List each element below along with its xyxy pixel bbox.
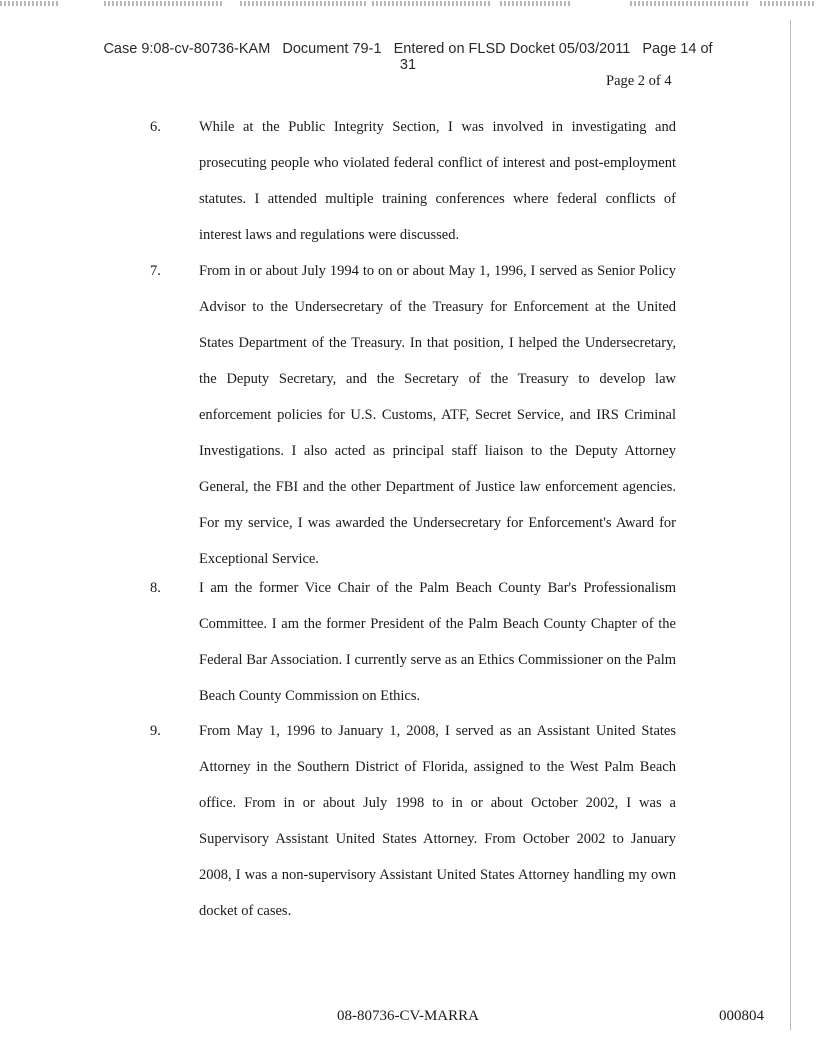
paragraph-number: 8. — [150, 580, 161, 596]
paragraph-text: From in or about July 1994 to on or about May 1, 1996, I served as Senior Policy Advisor to the Undersecretary of the Treasury for Enforcement at the United States Department of the Treasury. In that position, I helped the Undersecretary, the Deputy Secretary, and the Secretary of the Treasury to develop law enforcement policies for U.S. Customs, ATF, Secret Service, and IRS Criminal Investigations. I also acted as principal staff liaison to the Deputy Attorney General, the FBI and the other Department of Justice law enforcement agencies. For my service, I was awarded the Undersecretary for Enforcement's Award for Exceptional Service. — [199, 263, 676, 567]
paragraph-number: 6. — [150, 119, 161, 135]
footer-case-number: 08-80736-CV-MARRA — [337, 1008, 479, 1024]
docket-stamp — [0, 41, 816, 73]
docket-stamp-line2: 31 — [399, 57, 417, 73]
paragraph-text: While at the Public Integrity Section, I was involved in investigating and prosecuting people who violated federal conflict of interest and post-employment statutes. I attended multiple training conferences where federal conflicts of interest laws and regulations were discussed. — [199, 119, 676, 243]
page-number: Page 2 of 4 — [606, 73, 672, 89]
paragraph-text: From May 1, 1996 to January 1, 2008, I served as an Assistant United States Attorney in the Southern District of Florida, assigned to the West Palm Beach office. From in or about July 1998 to in or about October 2002, I was a Supervisory Assistant United States Attorney. From October 2002 to January 2008, I was a non-supervisory Assistant United States Attorney handling my own docket of cases. — [199, 723, 676, 919]
footer-bates-number: 000804 — [719, 1008, 764, 1024]
scan-edge-line — [790, 20, 791, 1030]
paragraph-number: 9. — [150, 723, 161, 739]
paragraph-text: I am the former Vice Chair of the Palm Beach County Bar's Professionalism Committee. I am the former President of the Palm Beach County Chapter of the Federal Bar Association. I currently serve as an Ethics Commissioner on the Palm Beach County Commission on Ethics. — [199, 580, 676, 704]
paragraph-number: 7. — [150, 263, 161, 279]
docket-stamp-line1: Case 9:08-cv-80736-KAM Document 79-1 Entered on FLSD Docket 05/03/2011 Page 14 of — [103, 41, 713, 57]
scan-edge-artifact — [0, 0, 816, 8]
